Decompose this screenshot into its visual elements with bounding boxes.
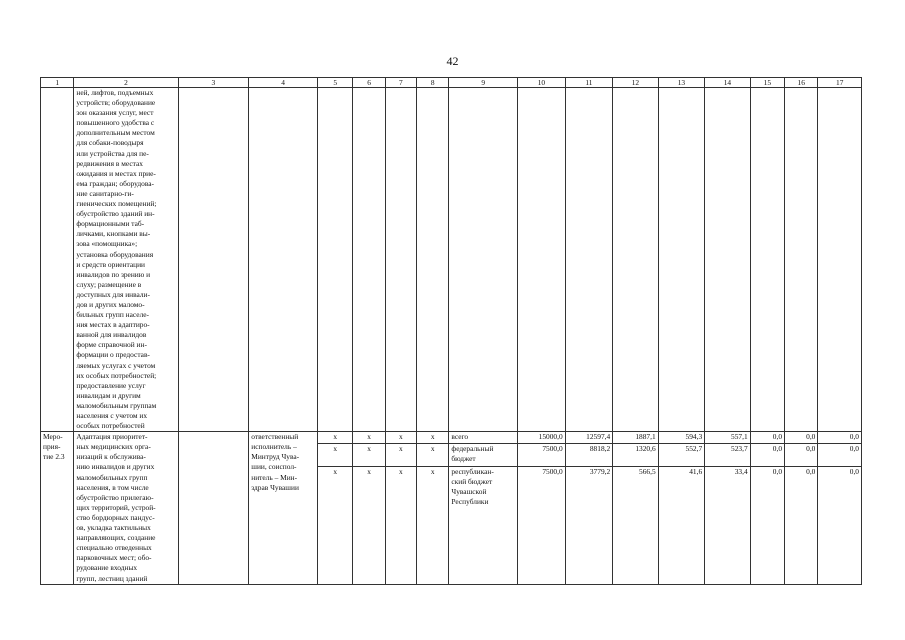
column-header: 15 (750, 78, 784, 88)
funding-source: федеральный бюджет (449, 444, 518, 467)
table-cell: 12597,4 (565, 432, 613, 444)
column-header: 14 (705, 78, 750, 88)
table-cell (417, 88, 449, 432)
table-cell: х (353, 432, 385, 444)
table-cell: х (417, 444, 449, 467)
table-cell: 566,5 (613, 466, 658, 584)
table-cell (658, 88, 705, 432)
table-cell (565, 88, 613, 432)
table-cell (318, 88, 353, 432)
column-header: 10 (518, 78, 566, 88)
table-cell: 7500,0 (518, 466, 566, 584)
column-header: 13 (658, 78, 705, 88)
table-cell: х (417, 432, 449, 444)
table-cell (41, 88, 74, 432)
table-cell (613, 88, 658, 432)
column-header: 6 (353, 78, 385, 88)
table-cell: 594,3 (658, 432, 705, 444)
table-cell: х (353, 466, 385, 584)
table-cell: х (385, 444, 416, 467)
table-cell: 523,7 (705, 444, 750, 467)
column-header: 9 (449, 78, 518, 88)
table-cell: х (417, 466, 449, 584)
column-header: 12 (613, 78, 658, 88)
table-cell (705, 88, 750, 432)
continuation-row (41, 88, 862, 432)
table-cell: 15000,0 (518, 432, 566, 444)
table-cell (785, 88, 818, 432)
table-cell: 0,0 (750, 444, 784, 467)
table-cell (178, 88, 249, 432)
column-header: 2 (74, 78, 178, 88)
funding-source: республикан- ский бюджет Чувашской Республики (449, 466, 518, 584)
table-cell (750, 88, 784, 432)
column-header: 7 (385, 78, 416, 88)
table-cell: 0,0 (785, 444, 818, 467)
column-header: 3 (178, 78, 249, 88)
table-cell (518, 88, 566, 432)
table-cell: 0,0 (785, 432, 818, 444)
column-header: 16 (785, 78, 818, 88)
column-header: 5 (318, 78, 353, 88)
table-cell: 1320,6 (613, 444, 658, 467)
column-header: 4 (249, 78, 318, 88)
table-cell: 0,0 (750, 466, 784, 584)
table-cell (818, 88, 862, 432)
table-cell: х (353, 444, 385, 467)
table-cell (385, 88, 416, 432)
table-cell: 552,7 (658, 444, 705, 467)
column-header: 17 (818, 78, 862, 88)
continuation-text: ней, лифтов, подъемных устройств; оборудование зон оказания услуг, мест повышенного удобства с дополнительным местом для собаки-поводыря или устройства для пе- редвижения в местах ожидания и местах прие- ема граждан; оборудова- ние санитарно-ги- гиенических помещений; обустройство зданий ин- формационными таб- личками, кнопками вы- зова «помощника»; установка оборудования и средств ориентации инвалидов по зрению и слуху; размещение в доступных для инвали- дов и других маломо- бильных групп населе- ния местах в адаптиро- ванной для инвалидов форме справочной ин- формации о предостав- ляемых услугах с учетом их особых потребностей; предоставление услуг инвалидам и другим маломобильным группам населения с учетом их особых потребностей (74, 88, 178, 432)
table-cell: х (318, 444, 353, 467)
table-cell (249, 88, 318, 432)
table-cell: 0,0 (785, 466, 818, 584)
table-cell (178, 432, 249, 584)
measure-row-total (41, 432, 862, 444)
table-cell: 1887,1 (613, 432, 658, 444)
table-cell: х (385, 432, 416, 444)
funding-source: всего (449, 432, 518, 444)
table-cell: 557,1 (705, 432, 750, 444)
table-cell: 41,6 (658, 466, 705, 584)
table-cell: 0,0 (750, 432, 784, 444)
table-cell: х (318, 432, 353, 444)
table-cell: 33,4 (705, 466, 750, 584)
table-cell: 3779,2 (565, 466, 613, 584)
table-cell (449, 88, 518, 432)
page-number: 42 (446, 54, 459, 68)
table-cell: 7500,0 (518, 444, 566, 467)
measure-label: Меро- прия- тие 2.3 (41, 432, 74, 584)
table-cell: 8818,2 (565, 444, 613, 467)
column-header: 8 (417, 78, 449, 88)
column-numbers-row (41, 78, 862, 88)
measure-executor: ответственный исполнитель – Минтруд Чува- шии, соиспол- нитель – Мин- здрав Чувашии (249, 432, 318, 584)
table-cell: х (318, 466, 353, 584)
column-header: 1 (41, 78, 74, 88)
table-cell: 0,0 (818, 432, 862, 444)
column-header: 11 (565, 78, 613, 88)
table-cell: х (385, 466, 416, 584)
program-table (40, 77, 862, 585)
table-cell: 0,0 (818, 466, 862, 584)
measure-description: Адаптация приоритет- ных медицинских орга- низаций к обслужива- нию инвалидов и других маломобильных групп населения, в том числе обустройство прилегаю- щих территорий, устрой- ство бордюрных пандус- ов, укладка тактильных направляющих, создание специально отведенных парковочных мест; обо- рудование входных групп, лестниц зданий (74, 432, 178, 584)
table-cell (353, 88, 385, 432)
table-cell: 0,0 (818, 444, 862, 467)
